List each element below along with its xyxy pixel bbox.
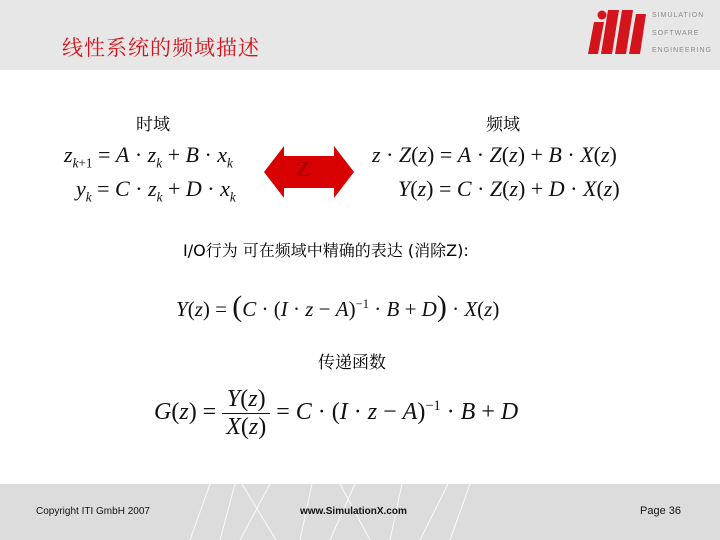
copyright-text: Copyright ITI GmbH 2007 [36,506,150,517]
brand-line-simulation: SIMULATION [652,12,705,19]
iti-logo-icon [588,10,650,56]
io-description: I/O行为 可在频域中精确的表达 (消除Z): [183,241,469,260]
brand-line-software: SOFTWARE [652,30,700,37]
time-domain-label: 时域 [136,115,170,135]
io-equation: $Y(z) = (C \cdot (I \cdot z - A)^{-1} \cdot B + D) \cdot X(z)$ [176,290,500,323]
frequency-domain-label: 频域 [486,115,520,135]
page-number: Page 36 [640,505,681,517]
freq-output-equation: Y(z) = C · Z(z) + D · X(z) [398,176,620,201]
transfer-function-equation: G(z) = $\frac{Y(z)}{X(z)}$ = $C \cdot (I \cdot z - A)^{-1} \cdot B + D$ [154,386,519,440]
brand-line-engineering: ENGINEERING [652,47,713,54]
website-link[interactable]: www.SimulationX.com [300,506,407,517]
z-transform-symbol: Z [296,157,311,181]
slide-title: 线性系统的频域描述 [62,36,260,60]
time-output-equation: $y_k = C \cdot z_k + D \cdot x_k$ [76,176,236,205]
time-state-equation: $z_{k+1} = A \cdot z_k + B \cdot x_k$ [64,142,233,171]
transfer-function-label: 传递函数 [318,353,386,373]
freq-state-equation: z · Z(z) = A · Z(z) + B · X(z) [372,142,617,167]
